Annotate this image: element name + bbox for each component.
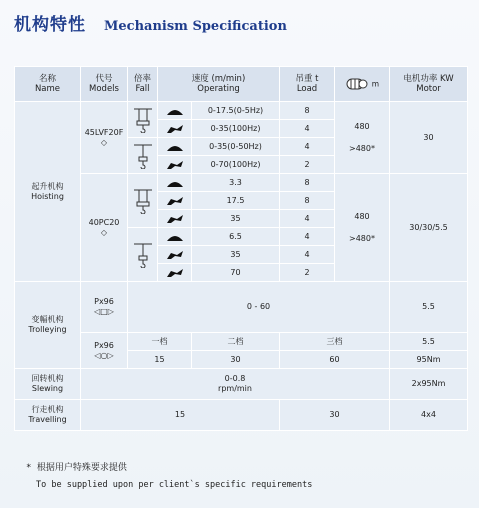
table-row [15, 174, 468, 192]
slow-icon [165, 141, 185, 153]
trolley-speed1: 0 - 60 [128, 282, 390, 333]
col-speed: 速度 (m/min) Operating [158, 67, 280, 102]
load-value: 8 [280, 174, 335, 192]
fall-icon-cell [128, 174, 158, 228]
speed-icon-cell [158, 138, 192, 156]
load-value: 4 [280, 228, 335, 246]
table-row [15, 333, 468, 351]
trolley-name: 变幅机构 Trolleying [15, 282, 81, 369]
speed-value: 35 [192, 246, 280, 264]
hoisting-model1: 45LVF20F ◇ [81, 102, 128, 174]
trolley-motor1: 5.5 [390, 282, 468, 333]
speed-icon-cell [158, 264, 192, 282]
fast-icon [165, 267, 185, 279]
motor-value-1: 30 [390, 102, 468, 174]
table-row [15, 282, 468, 333]
speed-value: 3.3 [192, 174, 280, 192]
fast-icon [165, 249, 185, 261]
col-drum [335, 67, 390, 102]
speed-value: 35 [192, 210, 280, 228]
load-value: 2 [280, 264, 335, 282]
title-en: Mechanism Specification [104, 19, 287, 34]
fall-2-icon [132, 242, 154, 268]
drum-icon [345, 76, 369, 92]
load-value: 8 [280, 192, 335, 210]
speed-icon-cell [158, 246, 192, 264]
speed-value: 0-70(100Hz) [192, 156, 280, 174]
table-row [15, 369, 468, 400]
fast-icon [165, 213, 185, 225]
mechanism-table [14, 66, 468, 431]
speed-icon-cell [158, 192, 192, 210]
travel-speed-b: 30 [280, 400, 390, 431]
speed-value: 6.5 [192, 228, 280, 246]
travel-speed-a: 15 [81, 400, 280, 431]
fast-icon [165, 159, 185, 171]
gear-2-label: 二档 [192, 333, 280, 351]
trolley-motor2: 5.5 [390, 333, 468, 351]
travel-name: 行走机构 Travelling [15, 400, 81, 431]
slow-icon [165, 177, 185, 189]
fast-icon [165, 195, 185, 207]
drum-value-1: 480 >480* [335, 102, 390, 174]
col-fall: 倍率 Fall [128, 67, 158, 102]
fall-icon-cell [128, 228, 158, 282]
table-header-row [15, 67, 468, 102]
col-name: 名称 Name [15, 67, 81, 102]
col-models: 代号 Models [81, 67, 128, 102]
trolley-model1: Px96 ◁□▷ [81, 282, 128, 333]
footnote-en: To be supplied upon per client`s specific requirements [36, 480, 313, 490]
speed-icon-cell [158, 102, 192, 120]
load-value: 4 [280, 138, 335, 156]
drum-unit: m [371, 79, 380, 89]
col-load: 吊重 t Load [280, 67, 335, 102]
speed-value: 0-17.5(0-5Hz) [192, 102, 280, 120]
speed-icon-cell [158, 120, 192, 138]
slewing-name: 回转机构 Slewing [15, 369, 81, 400]
load-value: 8 [280, 102, 335, 120]
load-value: 4 [280, 120, 335, 138]
hoisting-model2: 40PC20 ◇ [81, 174, 128, 282]
fall-icon-cell [128, 138, 158, 174]
speed-value: 0-35(0-50Hz) [192, 138, 280, 156]
trolley-torque: 95Nm [390, 351, 468, 369]
gear-3-value: 60 [280, 351, 390, 369]
page-header [14, 10, 287, 35]
table-row [15, 400, 468, 431]
gear-1-value: 15 [128, 351, 192, 369]
fall-4-icon [132, 107, 154, 133]
speed-value: 70 [192, 264, 280, 282]
slewing-motor: 2x95Nm [390, 369, 468, 400]
hoisting-name: 起升机构 Hoisting [15, 102, 81, 282]
speed-icon-cell [158, 156, 192, 174]
slow-icon [165, 231, 185, 243]
speed-icon-cell [158, 228, 192, 246]
motor-value-2: 30/30/5.5 [390, 174, 468, 282]
speed-icon-cell [158, 210, 192, 228]
gear-2-value: 30 [192, 351, 280, 369]
fall-icon-cell [128, 102, 158, 138]
speed-icon-cell [158, 174, 192, 192]
fast-icon [165, 123, 185, 135]
fall-4-icon [132, 188, 154, 214]
gear-1-label: 一档 [128, 333, 192, 351]
fall-2-icon [132, 143, 154, 169]
trolley-model2: Px96 ◁○▷ [81, 333, 128, 369]
load-value: 4 [280, 246, 335, 264]
slewing-speed: 0-0.8 rpm/min [81, 369, 390, 400]
load-value: 4 [280, 210, 335, 228]
slow-icon [165, 105, 185, 117]
speed-value: 17.5 [192, 192, 280, 210]
title-cn: 机构特性 [14, 15, 86, 35]
footnote-cn: * 根据用户特殊要求提供 [26, 463, 127, 473]
load-value: 2 [280, 156, 335, 174]
col-motor: 电机功率 KW Motor [390, 67, 468, 102]
table-row [15, 102, 468, 120]
drum-value-2: 480 >480* [335, 174, 390, 282]
gear-3-label: 三档 [280, 333, 390, 351]
travel-motor: 4x4 [390, 400, 468, 431]
speed-value: 0-35(100Hz) [192, 120, 280, 138]
